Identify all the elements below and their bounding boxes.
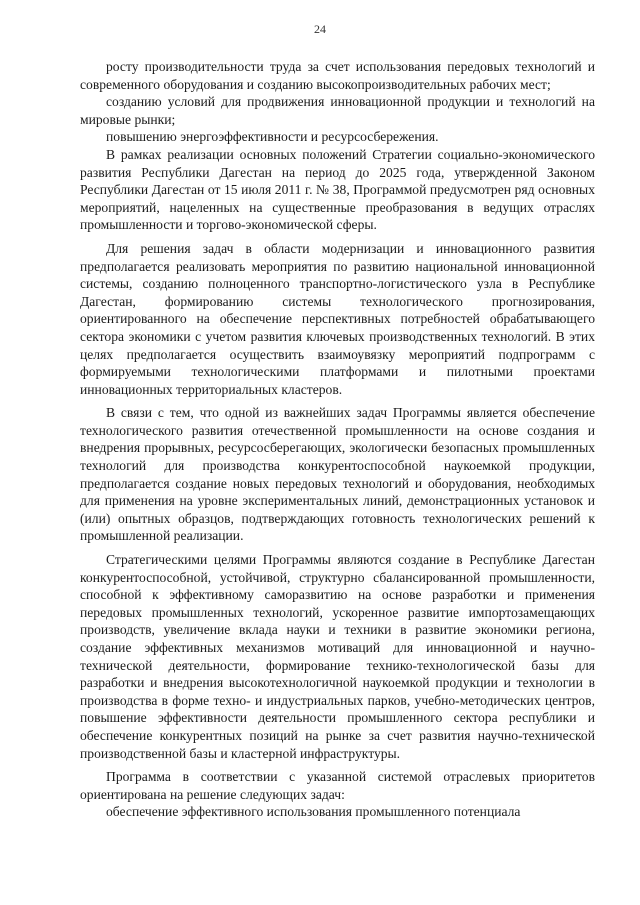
paragraph: Программа в соответствии с указанной системой отраслевых приоритетов ориентирована на решение следующих задач: [80, 769, 595, 802]
document-body [80, 58, 595, 821]
paragraph: Стратегическими целями Программы являются создание в Республике Дагестан конкурентоспособной, устойчивой, структурно сбалансированной промышленности, способной к эффективному саморазвитию на основе разработки и применения передовых промышленных технологий, ускоренное развитие импортозамещающих производств, увеличение вклада науки и техники в развитие экономики региона, создание эффективных механизмов мотиваций для инновационной и научно-технической деятельности, формирование технико-технологической базы для разработки и внедрения высокотехнологичной наукоемкой продукции и технологии в производства в форме техно- и индустриальных парков, учебно-методических центров, повышение эффективности деятельности промышленного сектора республики и обеспечение конкурентных позиций на рынке за счет развития научно-технической производственной базы и кластерной инфраструктуры. [80, 552, 595, 761]
paragraph: росту производительности труда за счет использования передовых технологий и современного оборудования и созданию высокопроизводительных рабочих мест; [80, 59, 595, 92]
paragraph: В рамках реализации основных положений Стратегии социально-экономического развития Республики Дагестан на период до 2025 года, утвержденной Законом Республики Дагестан от 15 июля 2011 г. № 38, Программой предусмотрен ряд основных мероприятий, нацеленных на существенные преобразования в ведущих отраслях промышленности и торгово-экономической сферы. [80, 146, 595, 233]
paragraph: обеспечение эффективного использования промышленного потенциала [106, 804, 521, 820]
paragraph: созданию условий для продвижения инновационной продукции и технологий на мировые рынки; [80, 94, 595, 127]
paragraph: В связи с тем, что одной из важнейших задач Программы является обеспечение технологического развития отечественной промышленности на основе создания и внедрения прорывных, ресурсосберегающих, экологически безопасных промышленных технологий для производства конкурентоспособной наукоемкой продукции, предполагается создание новых передовых технологий и оборудования, необходимых для применения на уровне экспериментальных линий, демонстрационных установок и (или) опытных образцов, подтверждающих готовность технологических решений к промышленной реализации. [80, 405, 595, 544]
paragraph: Для решения задач в области модернизации и инновационного развития предполагается реализовать мероприятия по развитию национальной инновационной системы, созданию полноценного транспортно-логистического узла в Республике Дагестан, формированию системы технологического прогнозирования, ориентированного на обеспечение перспективных потребностей обрабатывающего сектора экономики с учетом развития ключевых производственных технологий. В этих целях предполагается осуществить взаимоувязку мероприятий подпрограмм с формируемыми технологическими платформами и пилотными проектами инновационных территориальных кластеров. [80, 240, 595, 397]
paragraph: повышению энергоэффективности и ресурсосбережения. [106, 129, 439, 145]
page-number: 24 [314, 22, 326, 36]
